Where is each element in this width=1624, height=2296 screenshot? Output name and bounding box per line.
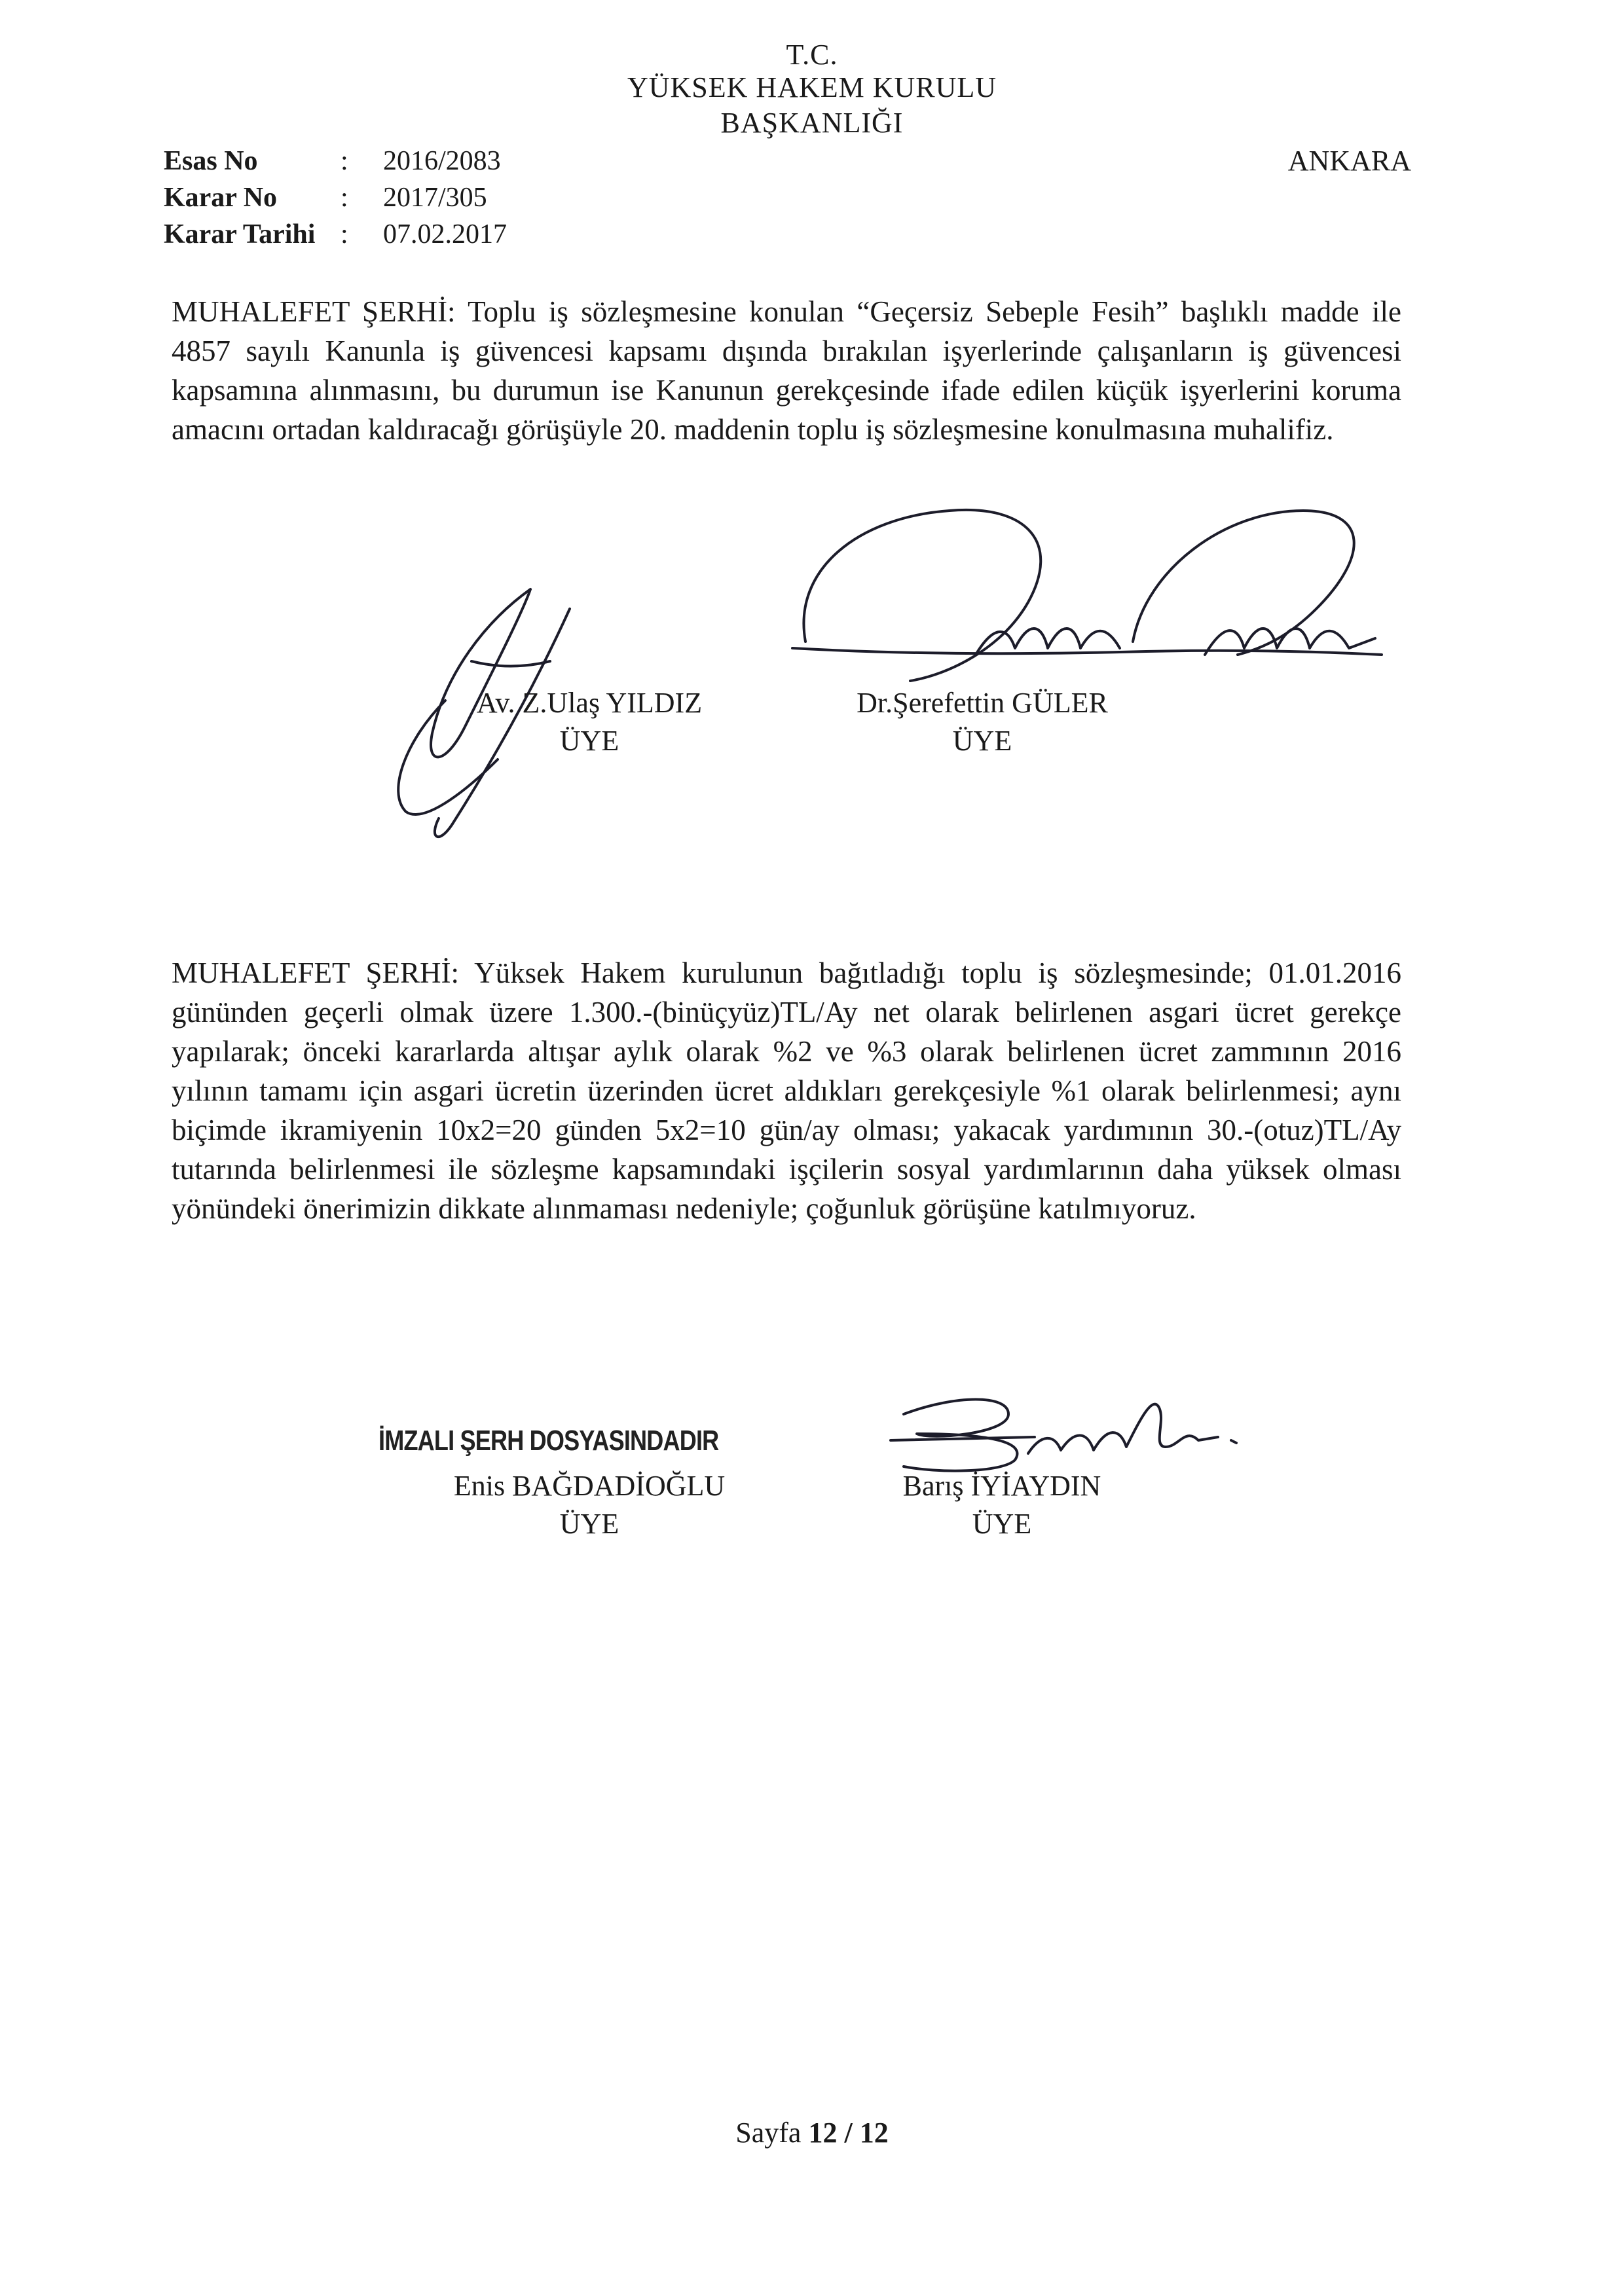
signature-guler-icon: [779, 491, 1408, 707]
signatory-3-name: Enis BAĞDADİOĞLU: [453, 1470, 726, 1502]
esas-no-value: 2016/2083: [383, 146, 501, 176]
page-number-total: 12: [859, 2117, 889, 2149]
karar-no-value: 2017/305: [383, 183, 487, 213]
signed-dissent-stamp: İMZALI ŞERH DOSYASINDADIR: [378, 1425, 719, 1457]
page-number-current: 12: [808, 2117, 838, 2149]
signatory-4-name: Barış İYİAYDIN: [902, 1470, 1101, 1502]
karar-tarihi-label: Karar Tarihi: [164, 219, 316, 249]
karar-tarihi-value: 07.02.2017: [383, 219, 507, 249]
signatory-1-title: ÜYE: [559, 725, 619, 757]
page-number-prefix: Sayfa: [735, 2117, 802, 2149]
signatory-2-name: Dr.Şerefettin GÜLER: [857, 687, 1108, 719]
esas-no-sep: :: [341, 146, 348, 176]
header-department: BAŞKANLIĞI: [720, 107, 904, 139]
karar-no-sep: :: [341, 183, 348, 213]
signatory-1-name: Av. Z.Ulaş YILDIZ: [476, 687, 703, 719]
header-city: ANKARA: [1287, 145, 1411, 177]
signature-iyiaydin-icon: [877, 1368, 1283, 1486]
page-number: [0, 2116, 1624, 2149]
signatory-2-title: ÜYE: [952, 725, 1012, 757]
signatory-3-title: ÜYE: [559, 1508, 619, 1540]
dissent-paragraph-1: MUHALEFET ŞERHİ: Toplu iş sözleşmesine konulan “Geçersiz Sebeple Fesih” başlıklı madde ile 4857 sayılı Kanunla iş güvencesi kapsamı dışında bırakılan işyerlerinde çalışanların iş güvencesi kapsamına alınmasını, bu durumun ise Kanunun gerekçesinde ifade edilen küçük işyerlerini koruma amacını ortadan kaldıracağı görüşüyle 20. maddenin toplu iş sözleşmesine konulmasına muhalifiz.: [172, 295, 1401, 446]
signatory-4-title: ÜYE: [972, 1508, 1032, 1540]
esas-no-label: Esas No: [164, 146, 258, 176]
header-institution: YÜKSEK HAKEM KURULU: [627, 71, 997, 103]
karar-no-label: Karar No: [164, 183, 278, 213]
header-tc: T.C.: [786, 39, 838, 71]
page-number-sep: /: [844, 2117, 853, 2149]
karar-tarihi-sep: :: [341, 219, 348, 249]
dissent-paragraph-2: MUHALEFET ŞERHİ: Yüksek Hakem kurulunun bağıtladığı toplu iş sözleşmesinde; 01.01.2016 gününden geçerli olmak üzere 1.300.-(binüçyüz)TL/Ay net olarak belirlenen asgari ücret gerekçe yapılarak; önceki kararlarda altışar aylık olarak %2 ve %3 olarak belirlenen ücret zammının 2016 yılının tamamı için asgari ücretin üzerinden ücret aldıkları gerekçesiyle %1 olarak belirlenmesi; aynı biçimde ikramiyenin 10x2=20 günden 5x2=10 gün/ay olması; yakacak yardımının 30.-(otuz)TL/Ay tutarında belirlenmesi ile sözleşme kapsamındaki işçilerin sosyal yardımlarının daha yüksek olması yönündeki önerimizin dikkate alınmaması nedeniyle; çoğunluk görüşüne katılmıyoruz.: [172, 957, 1401, 1225]
